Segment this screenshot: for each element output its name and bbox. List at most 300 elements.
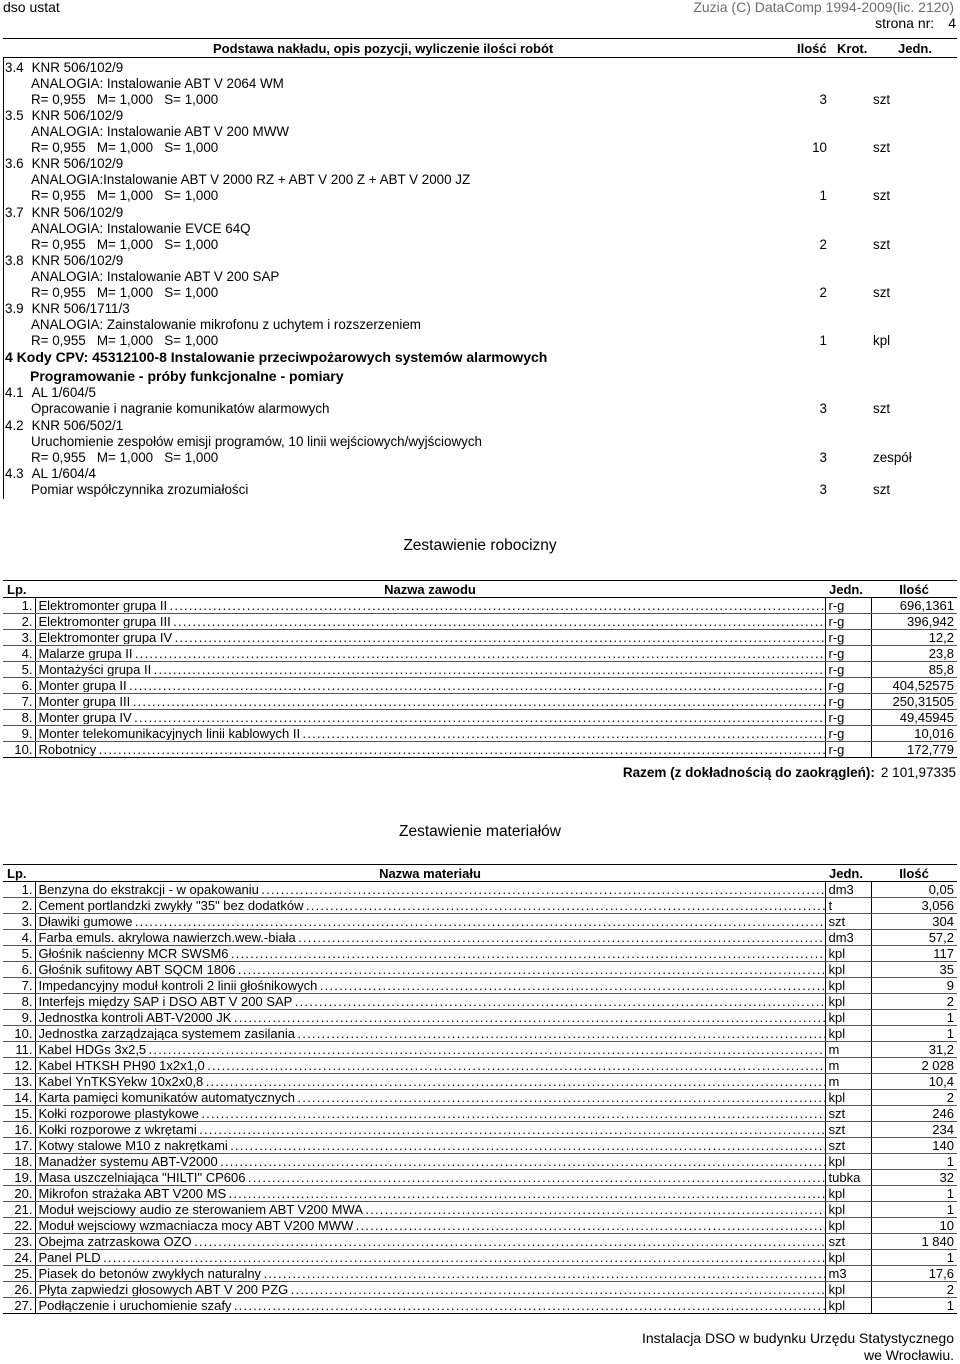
- row-name-cell: [35, 1074, 825, 1090]
- leader-dots: [317, 979, 825, 992]
- header-software: Zuzia (C) DataComp 1994-2009(lic. 2120): [693, 0, 954, 15]
- row-qty: 1 840: [871, 1234, 957, 1250]
- row-lp: 8.: [3, 994, 35, 1010]
- row-unit: r-g: [825, 662, 871, 678]
- row-unit: kpl: [825, 1218, 871, 1234]
- position-description: Opracowanie i nagranie komunikatów alarmowych: [31, 401, 330, 416]
- row-qty: 1: [871, 1010, 957, 1026]
- row-name-wrap: [39, 883, 826, 896]
- row-name: Kołki rozporowe plastykowe: [38, 1107, 199, 1120]
- position-description: Uruchomienie zespołów emisji programów, 10 linii wejściowych/wyjściowych: [31, 434, 482, 449]
- row-unit: m: [825, 1074, 871, 1090]
- position-unit: szt: [873, 92, 891, 107]
- material-row: [3, 1234, 957, 1250]
- row-name-cell: [35, 978, 825, 994]
- row-name-cell: [35, 662, 825, 678]
- row-qty: 31,2: [871, 1042, 957, 1058]
- row-name-wrap: [39, 615, 826, 628]
- labor-title: Zestawienie robocizny: [403, 537, 557, 554]
- position-unit: szt: [873, 285, 891, 300]
- row-lp: 23.: [3, 1234, 35, 1250]
- row-name-wrap: [39, 663, 826, 676]
- row-name-cell: [35, 1170, 825, 1186]
- row-name-wrap: [39, 995, 826, 1008]
- position-qty: 3: [819, 92, 827, 107]
- row-unit: kpl: [825, 1282, 871, 1298]
- leader-dots: [132, 711, 825, 724]
- section-4-subtitle: Programowanie - próby funkcjonalne - pomiary: [30, 368, 344, 384]
- position-header: [5, 61, 123, 74]
- row-name-cell: [35, 994, 825, 1010]
- leader-dots: [231, 1011, 825, 1024]
- material-row: [3, 994, 957, 1010]
- row-name-cell: [35, 598, 825, 614]
- row-name-cell: [35, 678, 825, 694]
- labor-row: [3, 614, 957, 630]
- position-number: 3.8: [5, 253, 24, 268]
- row-qty: 17,6: [871, 1266, 957, 1282]
- labor-total-value: 2 101,97335: [880, 765, 956, 780]
- row-unit: kpl: [825, 1026, 871, 1042]
- leader-dots: [292, 995, 825, 1008]
- position-qty: 2: [819, 237, 827, 252]
- row-name-cell: [35, 1282, 825, 1298]
- row-name-wrap: [39, 1283, 826, 1296]
- material-row: [3, 1282, 957, 1298]
- position-qty: 10: [812, 140, 827, 155]
- position-unit: szt: [873, 482, 891, 497]
- labor-row: [3, 694, 957, 710]
- row-name-wrap: [39, 947, 826, 960]
- row-unit: szt: [825, 1122, 871, 1138]
- row-name-cell: [35, 1122, 825, 1138]
- row-unit: r-g: [825, 598, 871, 614]
- labor-row: [3, 678, 957, 694]
- row-unit: kpl: [825, 946, 871, 962]
- labor-col-qty: Ilość: [871, 581, 957, 598]
- material-row: [3, 1010, 957, 1026]
- row-name: Podłączenie i uruchomienie szafy: [38, 1299, 232, 1312]
- row-lp: 15.: [3, 1106, 35, 1122]
- row-name: Kotwy stalowe M10 z nakrętkami: [38, 1139, 228, 1152]
- position-header: [5, 419, 123, 432]
- position-calc: R= 0,955 M= 1,000 S= 1,000: [31, 188, 219, 203]
- material-row: [3, 1218, 957, 1234]
- leader-dots: [231, 1299, 825, 1312]
- footer: [642, 1330, 954, 1364]
- row-lp: 22.: [3, 1218, 35, 1234]
- labor-total: [623, 766, 956, 780]
- material-row: [3, 1026, 957, 1042]
- row-qty: 10,4: [871, 1074, 957, 1090]
- row-lp: 7.: [3, 694, 35, 710]
- row-qty: 1: [871, 1250, 957, 1266]
- row-unit: dm3: [825, 882, 871, 898]
- position-unit: szt: [873, 237, 891, 252]
- row-name-cell: [35, 694, 825, 710]
- labor-table: [3, 580, 957, 758]
- row-name: Jednostka zarządzająca systemem zasilania: [38, 1027, 296, 1040]
- labor-row: [3, 662, 957, 678]
- row-name-wrap: [39, 1187, 826, 1200]
- row-name: Elektromonter grupa III: [38, 615, 171, 628]
- material-row: [3, 930, 957, 946]
- row-name-wrap: [39, 679, 826, 692]
- position-code: KNR 506/102/9: [31, 60, 124, 75]
- material-row: [3, 1202, 957, 1218]
- position-number: 3.9: [5, 301, 24, 316]
- row-name-cell: [35, 930, 825, 946]
- row-name-wrap: [39, 711, 826, 724]
- leader-dots: [296, 931, 825, 944]
- row-lp: 12.: [3, 1058, 35, 1074]
- position-qty: 1: [819, 188, 827, 203]
- row-name: Montażyści grupa II: [38, 663, 152, 676]
- material-row: [3, 946, 957, 962]
- row-unit: r-g: [825, 646, 871, 662]
- row-name-cell: [35, 1266, 825, 1282]
- row-name-cell: [35, 1218, 825, 1234]
- row-name-cell: [35, 946, 825, 962]
- page-label: strona nr:: [875, 15, 935, 31]
- position-calc: R= 0,955 M= 1,000 S= 1,000: [31, 333, 219, 348]
- row-qty: 304: [871, 914, 957, 930]
- row-name-wrap: [39, 931, 826, 944]
- row-name: Piasek do betonów zwykłych naturalny: [38, 1267, 262, 1280]
- position-description: ANALOGIA: Instalowanie EVCE 64Q: [31, 221, 251, 236]
- leader-dots: [363, 1203, 825, 1216]
- row-name-wrap: [39, 743, 826, 756]
- leader-dots: [245, 1171, 825, 1184]
- leader-dots: [353, 1219, 825, 1232]
- materials-col-lp: Lp.: [3, 865, 35, 882]
- row-lp: 1.: [3, 882, 35, 898]
- row-name-wrap: [39, 1011, 826, 1024]
- leader-dots: [197, 1123, 825, 1136]
- labor-row: [3, 710, 957, 726]
- row-qty: 12,2: [871, 630, 957, 646]
- leader-dots: [171, 615, 825, 628]
- position-number: 4.1: [5, 385, 24, 400]
- row-lp: 4.: [3, 646, 35, 662]
- row-name-wrap: [39, 963, 826, 976]
- row-unit: szt: [825, 914, 871, 930]
- row-unit: dm3: [825, 930, 871, 946]
- position-unit: kpl: [873, 333, 891, 348]
- row-qty: 2: [871, 994, 957, 1010]
- material-row: [3, 1154, 957, 1170]
- row-unit: r-g: [825, 710, 871, 726]
- row-qty: 57,2: [871, 930, 957, 946]
- leader-dots: [172, 631, 825, 644]
- position-unit: szt: [873, 188, 891, 203]
- labor-row: [3, 742, 957, 758]
- row-lp: 19.: [3, 1170, 35, 1186]
- position-calc: R= 0,955 M= 1,000 S= 1,000: [31, 237, 219, 252]
- leader-dots: [101, 1251, 825, 1264]
- row-lp: 6.: [3, 962, 35, 978]
- row-name-cell: [35, 1138, 825, 1154]
- row-unit: m: [825, 1042, 871, 1058]
- material-row: [3, 1106, 957, 1122]
- row-qty: 404,52575: [871, 678, 957, 694]
- position-description: ANALOGIA:Instalowanie ABT V 2000 RZ + ABT V 200 Z + ABT V 2000 JZ: [31, 172, 471, 187]
- position-header: [5, 109, 123, 122]
- leader-dots: [229, 947, 826, 960]
- position-header: [5, 206, 123, 219]
- labor-col-name: Nazwa zawodu: [35, 581, 825, 598]
- material-row: [3, 1090, 957, 1106]
- positions-table-header: [3, 38, 957, 58]
- leader-dots: [96, 743, 825, 756]
- row-name-wrap: [39, 631, 826, 644]
- row-name: Kabel HDGs 3x2,5: [38, 1043, 147, 1056]
- row-lp: 7.: [3, 978, 35, 994]
- labor-row: [3, 630, 957, 646]
- row-name-wrap: [39, 1219, 826, 1232]
- row-qty: 49,45945: [871, 710, 957, 726]
- material-row: [3, 1122, 957, 1138]
- material-row: [3, 1298, 957, 1314]
- material-row: [3, 1170, 957, 1186]
- row-name: Impedancyjny moduł kontroli 2 linii głośnikowych: [38, 979, 318, 992]
- position-code: KNR 506/102/9: [31, 108, 124, 123]
- leader-dots: [288, 1283, 825, 1296]
- row-unit: tubka: [825, 1170, 871, 1186]
- row-lp: 20.: [3, 1186, 35, 1202]
- material-row: [3, 914, 957, 930]
- leader-dots: [167, 599, 825, 612]
- row-lp: 8.: [3, 710, 35, 726]
- position-header: [5, 302, 130, 315]
- row-name-cell: [35, 914, 825, 930]
- leader-dots: [203, 1075, 825, 1088]
- row-name-cell: [35, 1106, 825, 1122]
- row-lp: 9.: [3, 1010, 35, 1026]
- position-description: Pomiar współczynnika zrozumiałości: [31, 482, 249, 497]
- row-name-cell: [35, 1154, 825, 1170]
- row-lp: 18.: [3, 1154, 35, 1170]
- leader-dots: [295, 1027, 825, 1040]
- row-name-cell: [35, 710, 825, 726]
- row-name-cell: [35, 1058, 825, 1074]
- row-lp: 14.: [3, 1090, 35, 1106]
- row-name-cell: [35, 1090, 825, 1106]
- position-code: KNR 506/1711/3: [31, 301, 130, 316]
- labor-col-lp: Lp.: [3, 581, 35, 598]
- row-name-cell: [35, 646, 825, 662]
- position-code: AL 1/604/4: [31, 466, 96, 481]
- row-name: Dławiki gumowe: [38, 915, 133, 928]
- row-unit: kpl: [825, 1010, 871, 1026]
- row-lp: 17.: [3, 1138, 35, 1154]
- row-name: Manadżer systemu ABT-V2000: [38, 1155, 218, 1168]
- row-name: Karta pamięci komunikatów automatycznych: [38, 1091, 296, 1104]
- row-qty: 1: [871, 1202, 957, 1218]
- materials-title: Zestawienie materiałów: [399, 823, 561, 840]
- row-name-cell: [35, 1042, 825, 1058]
- labor-total-label: Razem (z dokładnością do zaokrągleń):: [622, 765, 875, 780]
- leader-dots: [259, 883, 825, 896]
- page-number: [875, 16, 956, 30]
- row-name: Panel PLD: [38, 1251, 101, 1264]
- row-unit: m3: [825, 1266, 871, 1282]
- row-qty: 117: [871, 946, 957, 962]
- row-name-wrap: [39, 1251, 826, 1264]
- row-name: Robotnicy: [38, 743, 97, 756]
- row-name-wrap: [39, 1267, 826, 1280]
- row-name: Masa uszczelniająca "HILTI" CP606: [38, 1171, 246, 1184]
- row-name-cell: [35, 614, 825, 630]
- position-number: 4.2: [5, 418, 24, 433]
- row-lp: 2.: [3, 898, 35, 914]
- row-name: Cement portlandzki zwykły "35" bez dodatków: [38, 899, 304, 912]
- position-qty: 2: [819, 285, 827, 300]
- row-qty: 0,05: [871, 882, 957, 898]
- row-unit: szt: [825, 1106, 871, 1122]
- labor-row: [3, 646, 957, 662]
- row-qty: 1: [871, 1026, 957, 1042]
- footer-line-2: we Wrocławiu.: [864, 1347, 954, 1363]
- row-lp: 3.: [3, 630, 35, 646]
- row-name: Monter grupa IV: [38, 711, 132, 724]
- row-lp: 1.: [3, 598, 35, 614]
- row-lp: 9.: [3, 726, 35, 742]
- row-qty: 9: [871, 978, 957, 994]
- leader-dots: [130, 695, 825, 708]
- position-qty: 1: [819, 333, 827, 348]
- position-calc: R= 0,955 M= 1,000 S= 1,000: [31, 140, 219, 155]
- row-unit: kpl: [825, 962, 871, 978]
- row-name-wrap: [39, 899, 826, 912]
- header-left: dso ustat: [3, 0, 60, 15]
- row-unit: szt: [825, 1138, 871, 1154]
- row-name: Kabel HTKSH PH90 1x2x1,0: [38, 1059, 205, 1072]
- leader-dots: [127, 679, 825, 692]
- row-name-wrap: [39, 979, 826, 992]
- row-lp: 5.: [3, 662, 35, 678]
- page-number-value: 4: [948, 15, 956, 31]
- position-header: [5, 254, 123, 267]
- row-unit: kpl: [825, 994, 871, 1010]
- header-unit: Jedn.: [898, 41, 932, 56]
- row-qty: 234: [871, 1122, 957, 1138]
- material-row: [3, 978, 957, 994]
- row-unit: t: [825, 898, 871, 914]
- material-row: [3, 882, 957, 898]
- materials-col-unit: Jedn.: [825, 865, 871, 882]
- row-name: Farba emuls. akrylowa nawierzch.wew.-biała: [38, 931, 296, 944]
- row-name: Jednostka kontroli ABT-V2000 JK: [38, 1011, 232, 1024]
- materials-col-name: Nazwa materiału: [35, 865, 825, 882]
- row-unit: szt: [825, 1234, 871, 1250]
- row-name: Głośnik naścienny MCR SWSM6: [38, 947, 229, 960]
- row-unit: r-g: [825, 726, 871, 742]
- row-lp: 10.: [3, 742, 35, 758]
- row-unit: kpl: [825, 1154, 871, 1170]
- position-qty: 3: [819, 482, 827, 497]
- material-row: [3, 1250, 957, 1266]
- section-4-title: 4 Kody CPV: 45312100-8 Instalowanie przeciwpożarowych systemów alarmowych: [5, 349, 548, 365]
- row-name-cell: [35, 898, 825, 914]
- row-lp: 16.: [3, 1122, 35, 1138]
- row-qty: 32: [871, 1170, 957, 1186]
- row-lp: 5.: [3, 946, 35, 962]
- row-qty: 2: [871, 1090, 957, 1106]
- row-lp: 21.: [3, 1202, 35, 1218]
- row-name: Monter telekomunikacyjnych linii kablowych II: [38, 727, 301, 740]
- position-number: 3.7: [5, 205, 24, 220]
- row-name-wrap: [39, 695, 826, 708]
- material-row: [3, 962, 957, 978]
- position-unit: szt: [873, 140, 891, 155]
- leader-dots: [192, 1235, 825, 1248]
- leader-dots: [304, 899, 825, 912]
- row-lp: 13.: [3, 1074, 35, 1090]
- row-unit: kpl: [825, 1202, 871, 1218]
- row-name: Głośnik sufitowy ABT SQCM 1806: [38, 963, 236, 976]
- labor-row: [3, 598, 957, 614]
- row-name-wrap: [39, 1059, 826, 1072]
- materials-col-qty: Ilość: [871, 865, 957, 882]
- row-qty: 23,8: [871, 646, 957, 662]
- row-name-wrap: [39, 1075, 826, 1088]
- row-name-cell: [35, 882, 825, 898]
- row-name: Kołki rozporowe z wkrętami: [38, 1123, 197, 1136]
- row-name-cell: [35, 630, 825, 646]
- row-unit: r-g: [825, 630, 871, 646]
- leader-dots: [218, 1155, 825, 1168]
- position-unit: zespół: [873, 450, 912, 465]
- row-name: Obejma zatrzaskowa OZO: [38, 1235, 192, 1248]
- row-name-wrap: [39, 599, 826, 612]
- position-calc: R= 0,955 M= 1,000 S= 1,000: [31, 450, 219, 465]
- row-name-wrap: [39, 1107, 826, 1120]
- leader-dots: [132, 915, 825, 928]
- row-name-cell: [35, 1010, 825, 1026]
- position-description: ANALOGIA: Instalowanie ABT V 200 MWW: [31, 124, 289, 139]
- position-number: 3.6: [5, 156, 24, 171]
- row-qty: 172,779: [871, 742, 957, 758]
- position-number: 3.4: [5, 60, 24, 75]
- row-name-cell: [35, 1298, 825, 1314]
- row-name-cell: [35, 1026, 825, 1042]
- row-qty: 140: [871, 1138, 957, 1154]
- leader-dots: [199, 1107, 825, 1120]
- leader-dots: [300, 727, 825, 740]
- row-name: Interfejs między SAP i DSO ABT V 200 SAP: [38, 995, 293, 1008]
- row-qty: 10,016: [871, 726, 957, 742]
- row-qty: 3,056: [871, 898, 957, 914]
- leader-dots: [132, 647, 825, 660]
- position-qty: 3: [819, 450, 827, 465]
- row-name: Elektromonter grupa IV: [38, 631, 173, 644]
- position-header: [5, 467, 96, 480]
- row-lp: 24.: [3, 1250, 35, 1266]
- row-name: Monter grupa III: [38, 695, 131, 708]
- row-name-wrap: [39, 1123, 826, 1136]
- row-name-wrap: [39, 915, 826, 928]
- position-number: 3.5: [5, 108, 24, 123]
- header-title: Podstawa nakładu, opis pozycji, wyliczenie ilości robót: [213, 41, 554, 56]
- row-qty: 2: [871, 1282, 957, 1298]
- leader-dots: [151, 663, 825, 676]
- position-number: 4.3: [5, 466, 24, 481]
- material-row: [3, 1058, 957, 1074]
- row-name-wrap: [39, 1299, 826, 1312]
- row-qty: 246: [871, 1106, 957, 1122]
- row-lp: 3.: [3, 914, 35, 930]
